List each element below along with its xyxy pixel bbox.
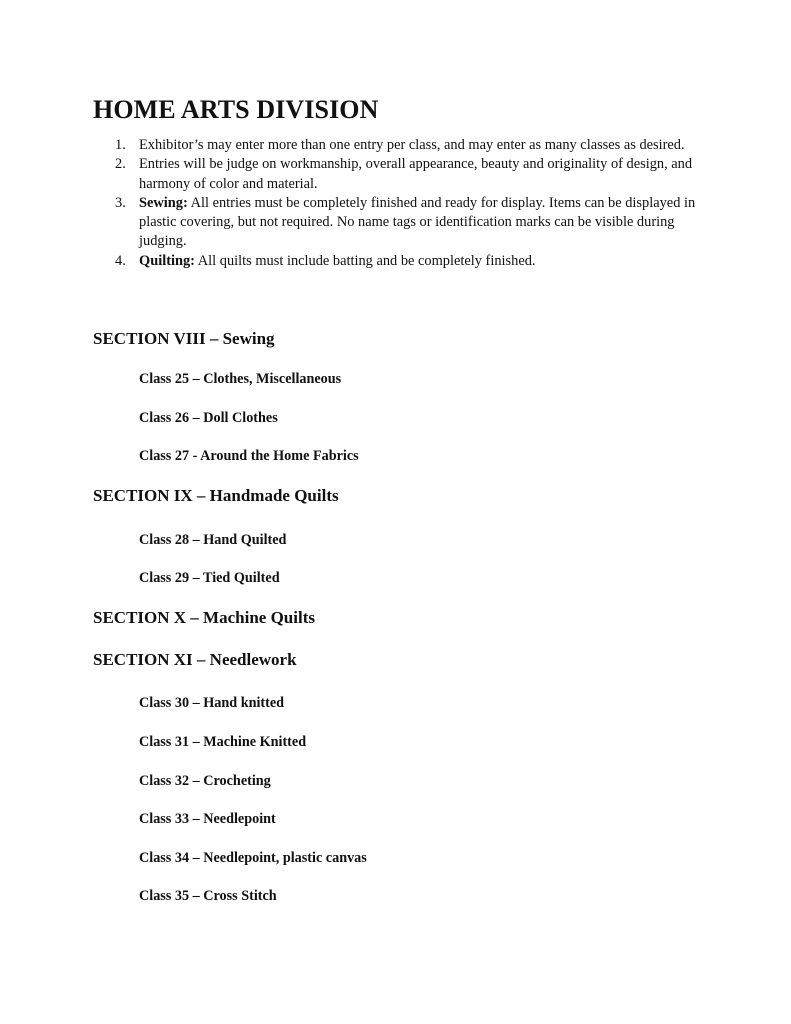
rules-list — [0, 136, 791, 271]
class-item: Class 34 – Needlepoint, plastic canvas — [139, 850, 367, 866]
section-heading: SECTION X – Machine Quilts — [93, 608, 315, 627]
rule-item — [0, 252, 699, 271]
class-item: Class 33 – Needlepoint — [139, 811, 276, 827]
class-item: Class 26 – Doll Clothes — [139, 410, 278, 426]
rule-item — [0, 136, 699, 155]
class-item: Class 25 – Clothes, Miscellaneous — [139, 371, 342, 387]
section-heading: SECTION XI – Needlework — [93, 650, 297, 669]
rule-text: All entries must be completely finished and ready for display. Items can be displayed in plastic covering, but not required. No name tags or identification marks can be visible during judging. — [139, 194, 696, 250]
class-item: Class 27 - Around the Home Fabrics — [139, 448, 359, 464]
class-item: Class 30 – Hand knitted — [139, 695, 285, 711]
rule-text: Exhibitor’s may enter more than one entry per class, and may enter as many classes as desired. — [139, 137, 685, 153]
class-item: Class 31 – Machine Knitted — [139, 734, 307, 750]
rule-text: Entries will be judge on workmanship, overall appearance, beauty and originality of design, and harmony of color and material. — [139, 156, 693, 192]
rule-number: 4. — [115, 252, 126, 269]
rule-item — [0, 155, 699, 194]
section-heading: SECTION IX – Handmade Quilts — [93, 486, 339, 505]
class-item: Class 29 – Tied Quilted — [139, 570, 280, 586]
rule-item — [0, 194, 699, 252]
rule-number: 3. — [115, 194, 126, 211]
class-item: Class 28 – Hand Quilted — [139, 532, 287, 548]
class-item: Class 32 – Crocheting — [139, 773, 271, 789]
section-heading: SECTION VIII – Sewing — [93, 329, 275, 348]
rule-number: 2. — [115, 156, 126, 173]
rule-number: 1. — [115, 137, 126, 153]
rule-text: All quilts must include batting and be completely finished. — [194, 252, 536, 269]
class-item: Class 35 – Cross Stitch — [139, 888, 277, 904]
rule-lead: Quilting: — [139, 252, 195, 269]
page-title: HOME ARTS DIVISION — [93, 95, 379, 124]
rule-lead: Sewing: — [139, 194, 188, 211]
